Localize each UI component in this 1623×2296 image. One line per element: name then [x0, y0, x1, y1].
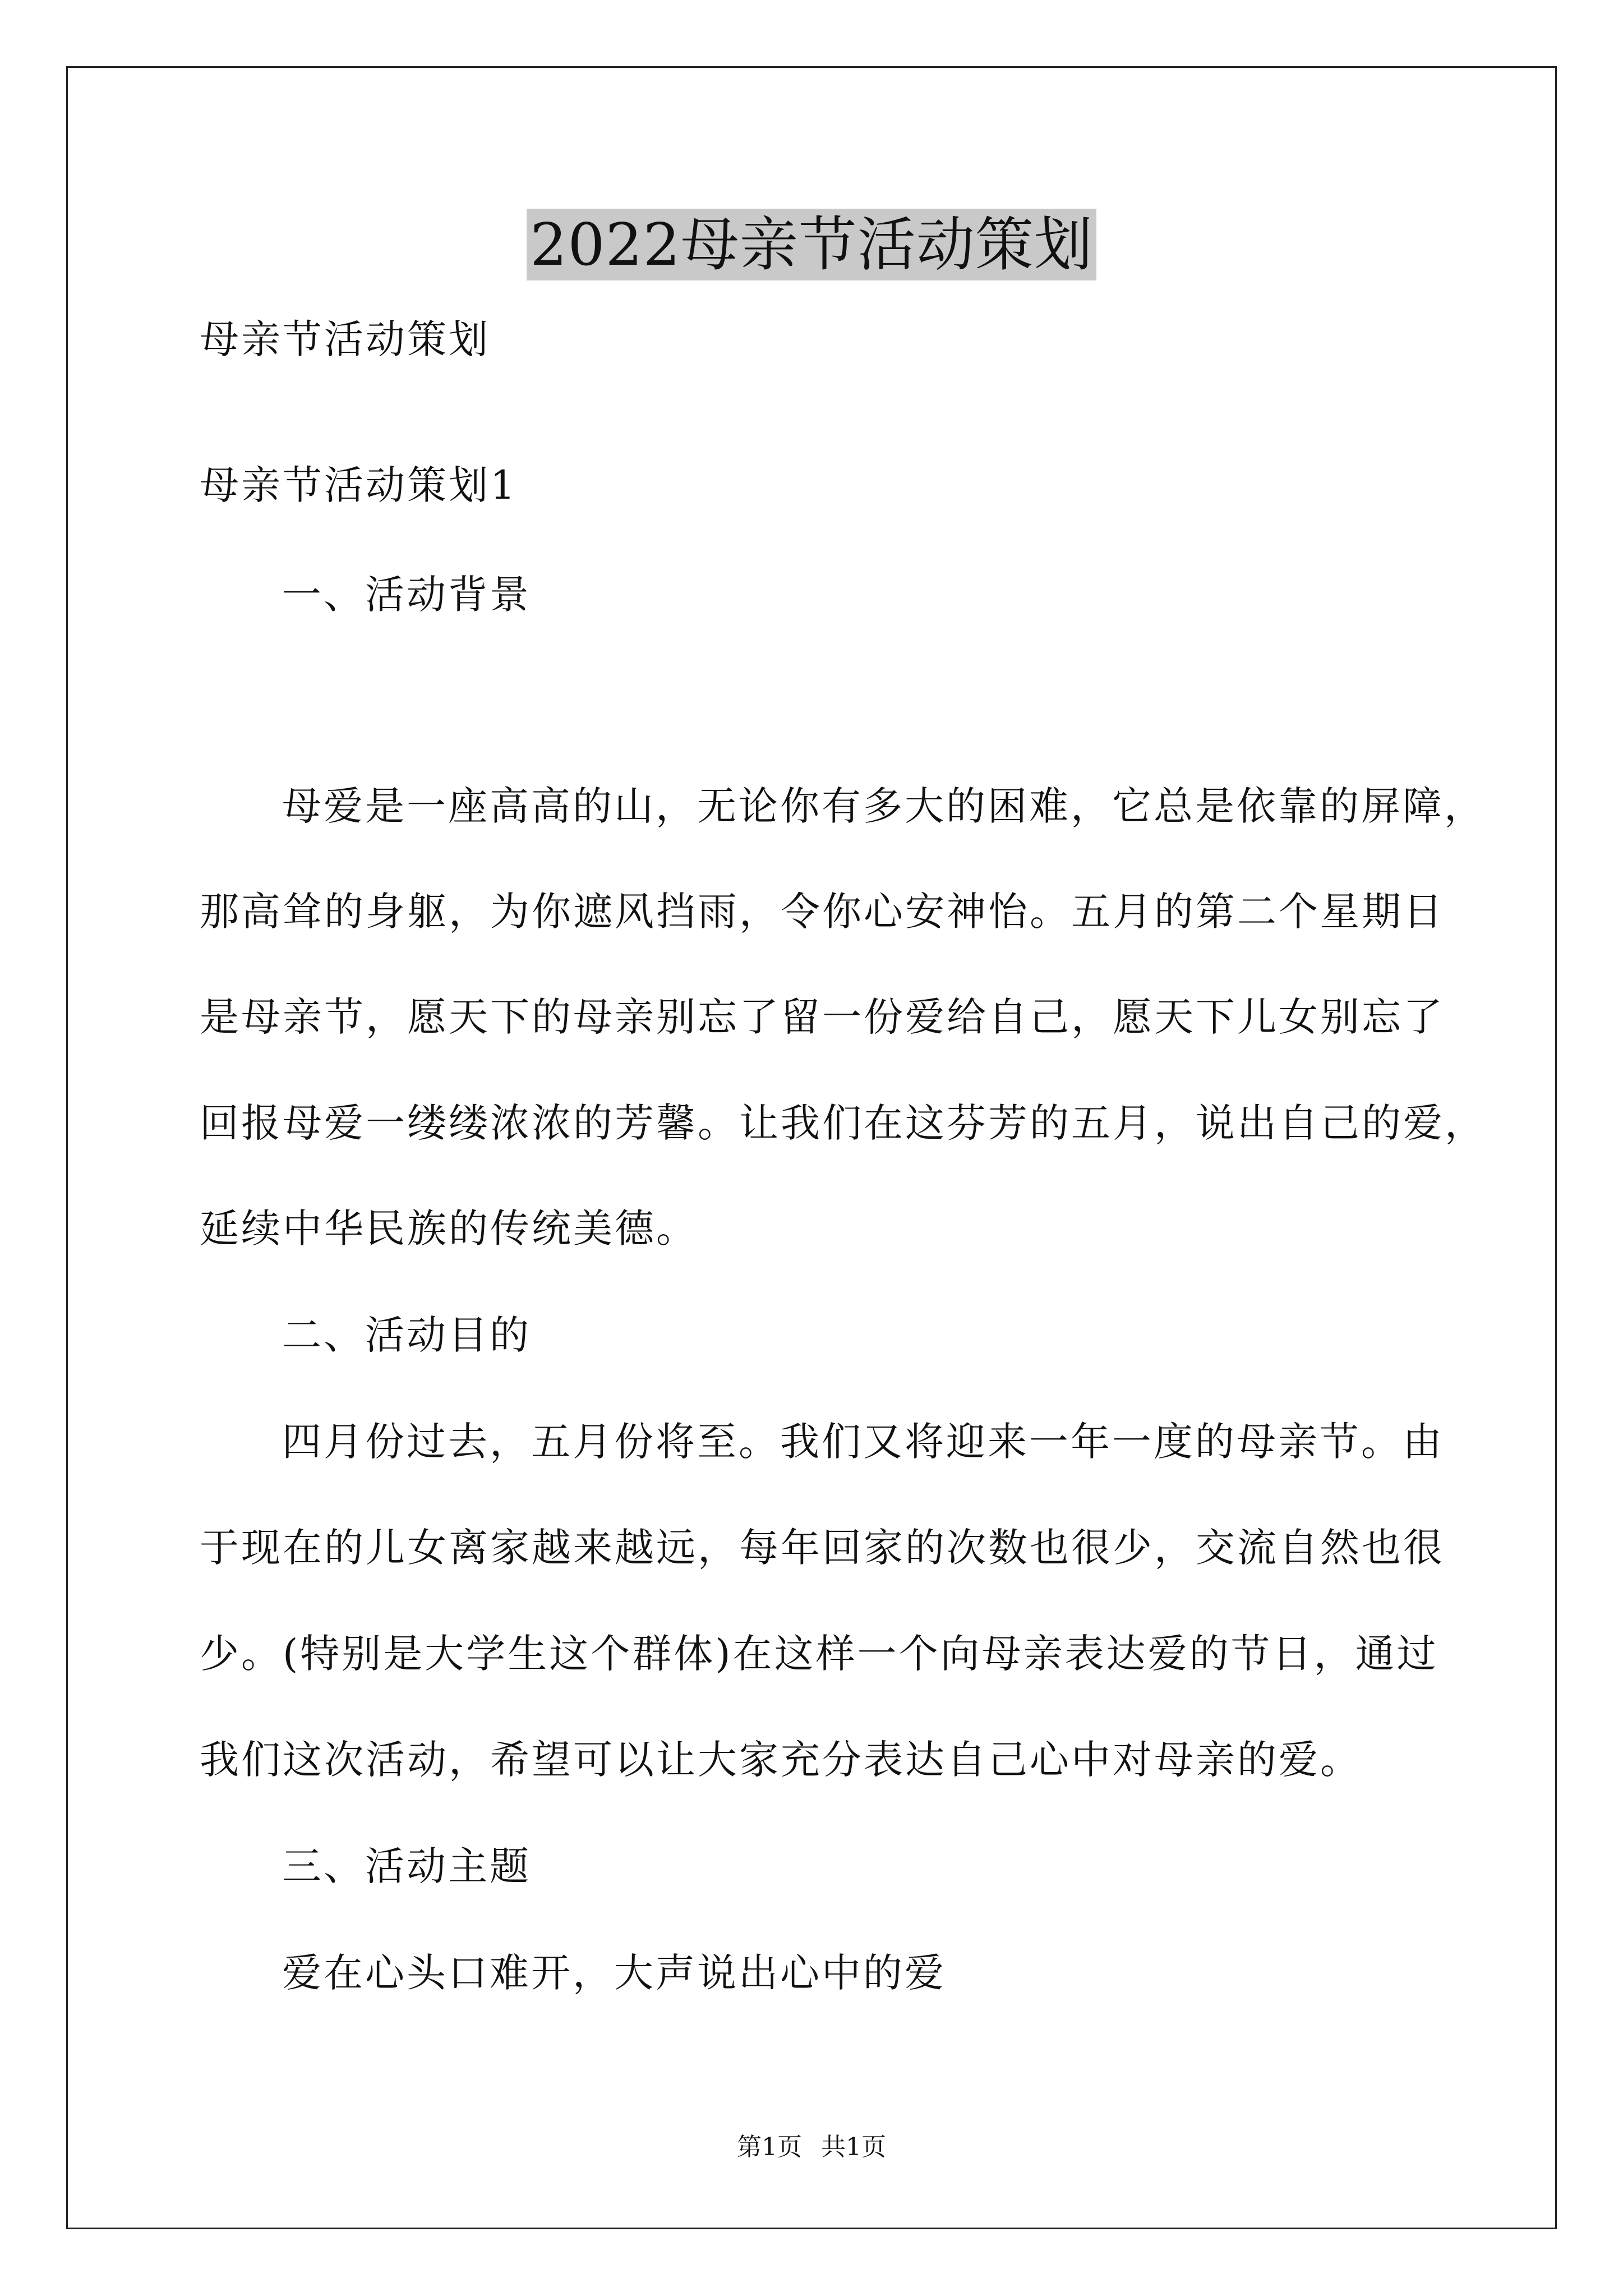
title-container: [0, 209, 1623, 280]
paragraph-line: 是母亲节，愿天下的母亲别忘了留一份爱给自己，愿天下儿女别忘了: [200, 994, 1445, 1040]
paragraph-line: 母爱是一座高高的山，无论你有多大的困难，它总是依靠的屏障，: [282, 783, 1486, 829]
heading-purpose: 二、活动目的: [282, 1312, 531, 1358]
heading-theme: 三、活动主题: [282, 1843, 531, 1889]
paragraph-line: 延续中华民族的传统美德。: [200, 1205, 698, 1251]
document-title: 2022母亲节活动策划: [527, 209, 1096, 280]
section-title: 母亲节活动策划1: [200, 462, 518, 508]
paragraph-line: 爱在心头口难开，大声说出心中的爱: [282, 1950, 946, 1996]
subtitle: 母亲节活动策划: [200, 316, 490, 362]
paragraph-line: 少。(特别是大学生这个群体)在这样一个向母亲表达爱的节日，通过: [200, 1631, 1438, 1677]
paragraph-line: 于现在的儿女离家越来越远，每年回家的次数也很少，交流自然也很: [200, 1525, 1445, 1571]
paragraph-line: 那高耸的身躯，为你遮风挡雨，令你心安神怡。五月的第二个星期日: [200, 889, 1445, 935]
paragraph-line: 四月份过去，五月份将至。我们又将迎来一年一度的母亲节。由: [282, 1419, 1444, 1465]
heading-background: 一、活动背景: [282, 572, 531, 618]
paragraph-line: 我们这次活动，希望可以让大家充分表达自己心中对母亲的爱。: [200, 1737, 1362, 1783]
page-total: 共1页: [821, 2133, 886, 2161]
paragraph-line: 回报母爱一缕缕浓浓的芳馨。让我们在这芬芳的五月，说出自己的爱，: [200, 1100, 1486, 1146]
page-number: 第1页: [737, 2133, 802, 2161]
page-footer: [0, 2131, 1623, 2164]
